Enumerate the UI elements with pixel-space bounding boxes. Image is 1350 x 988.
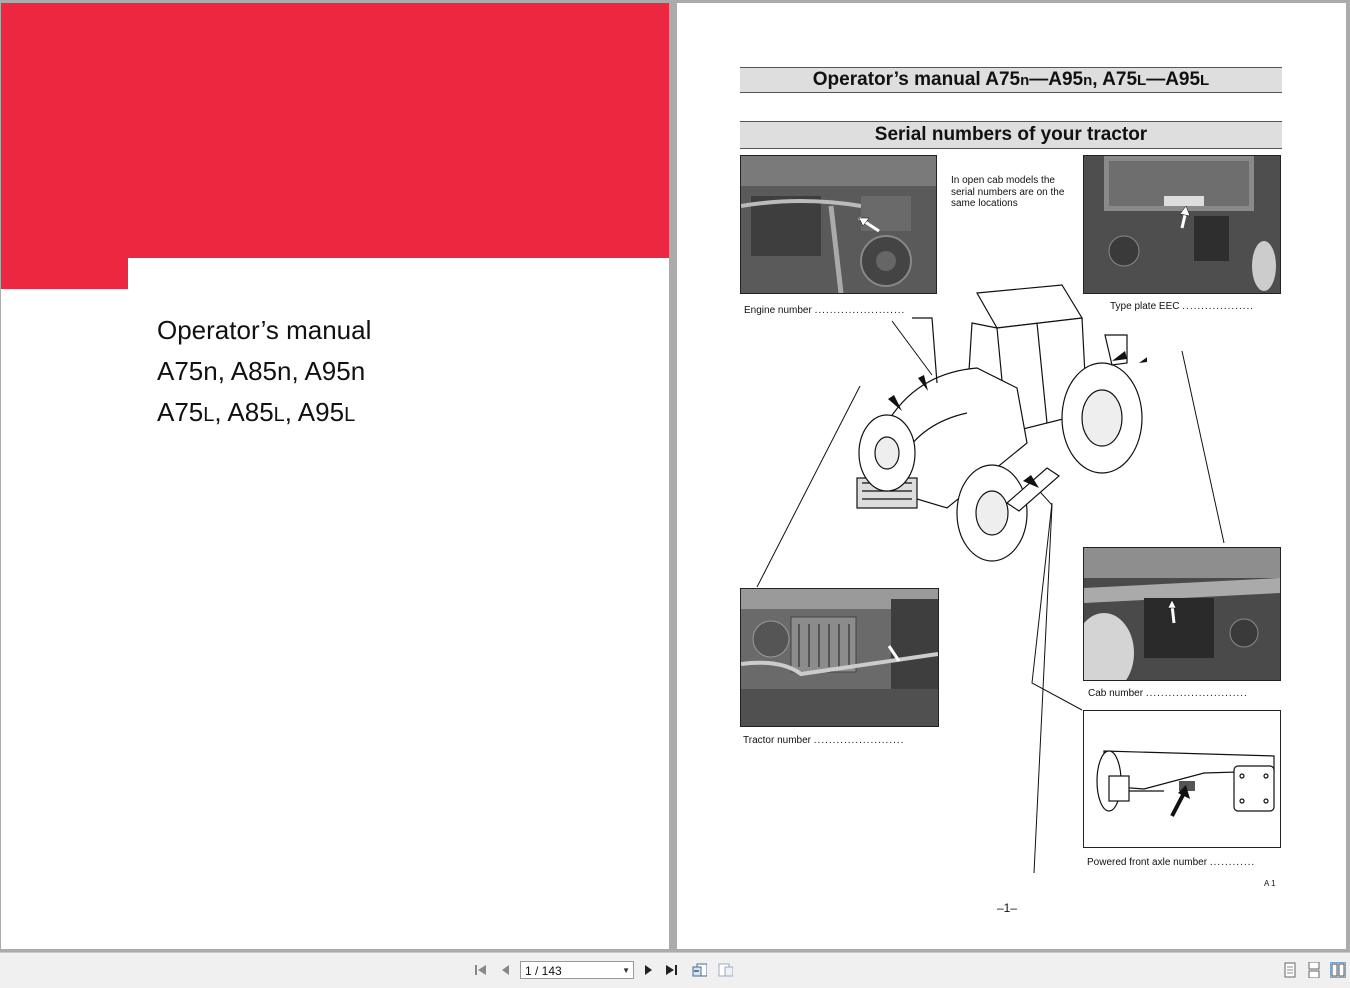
page-number: –1–: [997, 901, 1018, 915]
cover-models-n: A75n, A85n, A95n: [157, 356, 366, 386]
page-indicator-text: 1 / 143: [525, 964, 562, 978]
go-back-view-icon[interactable]: [691, 962, 707, 978]
first-page-icon[interactable]: [473, 962, 489, 978]
section-title: Serial numbers of your tractor: [740, 121, 1282, 149]
front-axle-caption: Powered front axle number ............: [1087, 857, 1256, 868]
cover-page: [1, 3, 669, 949]
facing-pages-view-icon[interactable]: [1330, 962, 1346, 978]
figure-reference-code: A 1: [1264, 879, 1276, 888]
manual-title-bar: Operator’s manual A75n—A95n, A75L—A95L: [740, 67, 1282, 93]
last-page-icon[interactable]: [664, 962, 680, 978]
next-page-icon[interactable]: [640, 962, 656, 978]
viewer-toolbar: [0, 952, 1350, 988]
cover-red-band: [1, 3, 669, 258]
open-cab-note: In open cab models the serial numbers are on the same locations: [951, 175, 1065, 209]
cover-title: Operator’s manual: [157, 315, 372, 345]
front-axle-drawing: [1083, 710, 1281, 848]
tractor-number-caption: Tractor number ........................: [743, 735, 905, 746]
manual-page: [677, 3, 1346, 949]
cover-red-tab: [1, 258, 128, 289]
go-forward-view-icon[interactable]: [717, 962, 733, 978]
type-plate-caption: Type plate EEC ...................: [1110, 301, 1255, 312]
cab-number-caption: Cab number ...........................: [1088, 688, 1248, 699]
tractor-number-photo: [740, 588, 939, 727]
type-plate-callout-line: [1182, 351, 1224, 543]
page-number-input[interactable]: [520, 961, 634, 979]
cover-models-l: A75L, A85L, A95L: [157, 397, 356, 427]
cab-number-photo: [1083, 547, 1281, 681]
tractor-illustration: [827, 273, 1147, 573]
previous-page-icon[interactable]: [497, 962, 513, 978]
continuous-view-icon[interactable]: [1306, 962, 1322, 978]
engine-number-caption: Engine number ........................: [744, 305, 906, 316]
page-dropdown-icon[interactable]: ▼: [622, 966, 630, 975]
single-page-view-icon[interactable]: [1282, 962, 1298, 978]
